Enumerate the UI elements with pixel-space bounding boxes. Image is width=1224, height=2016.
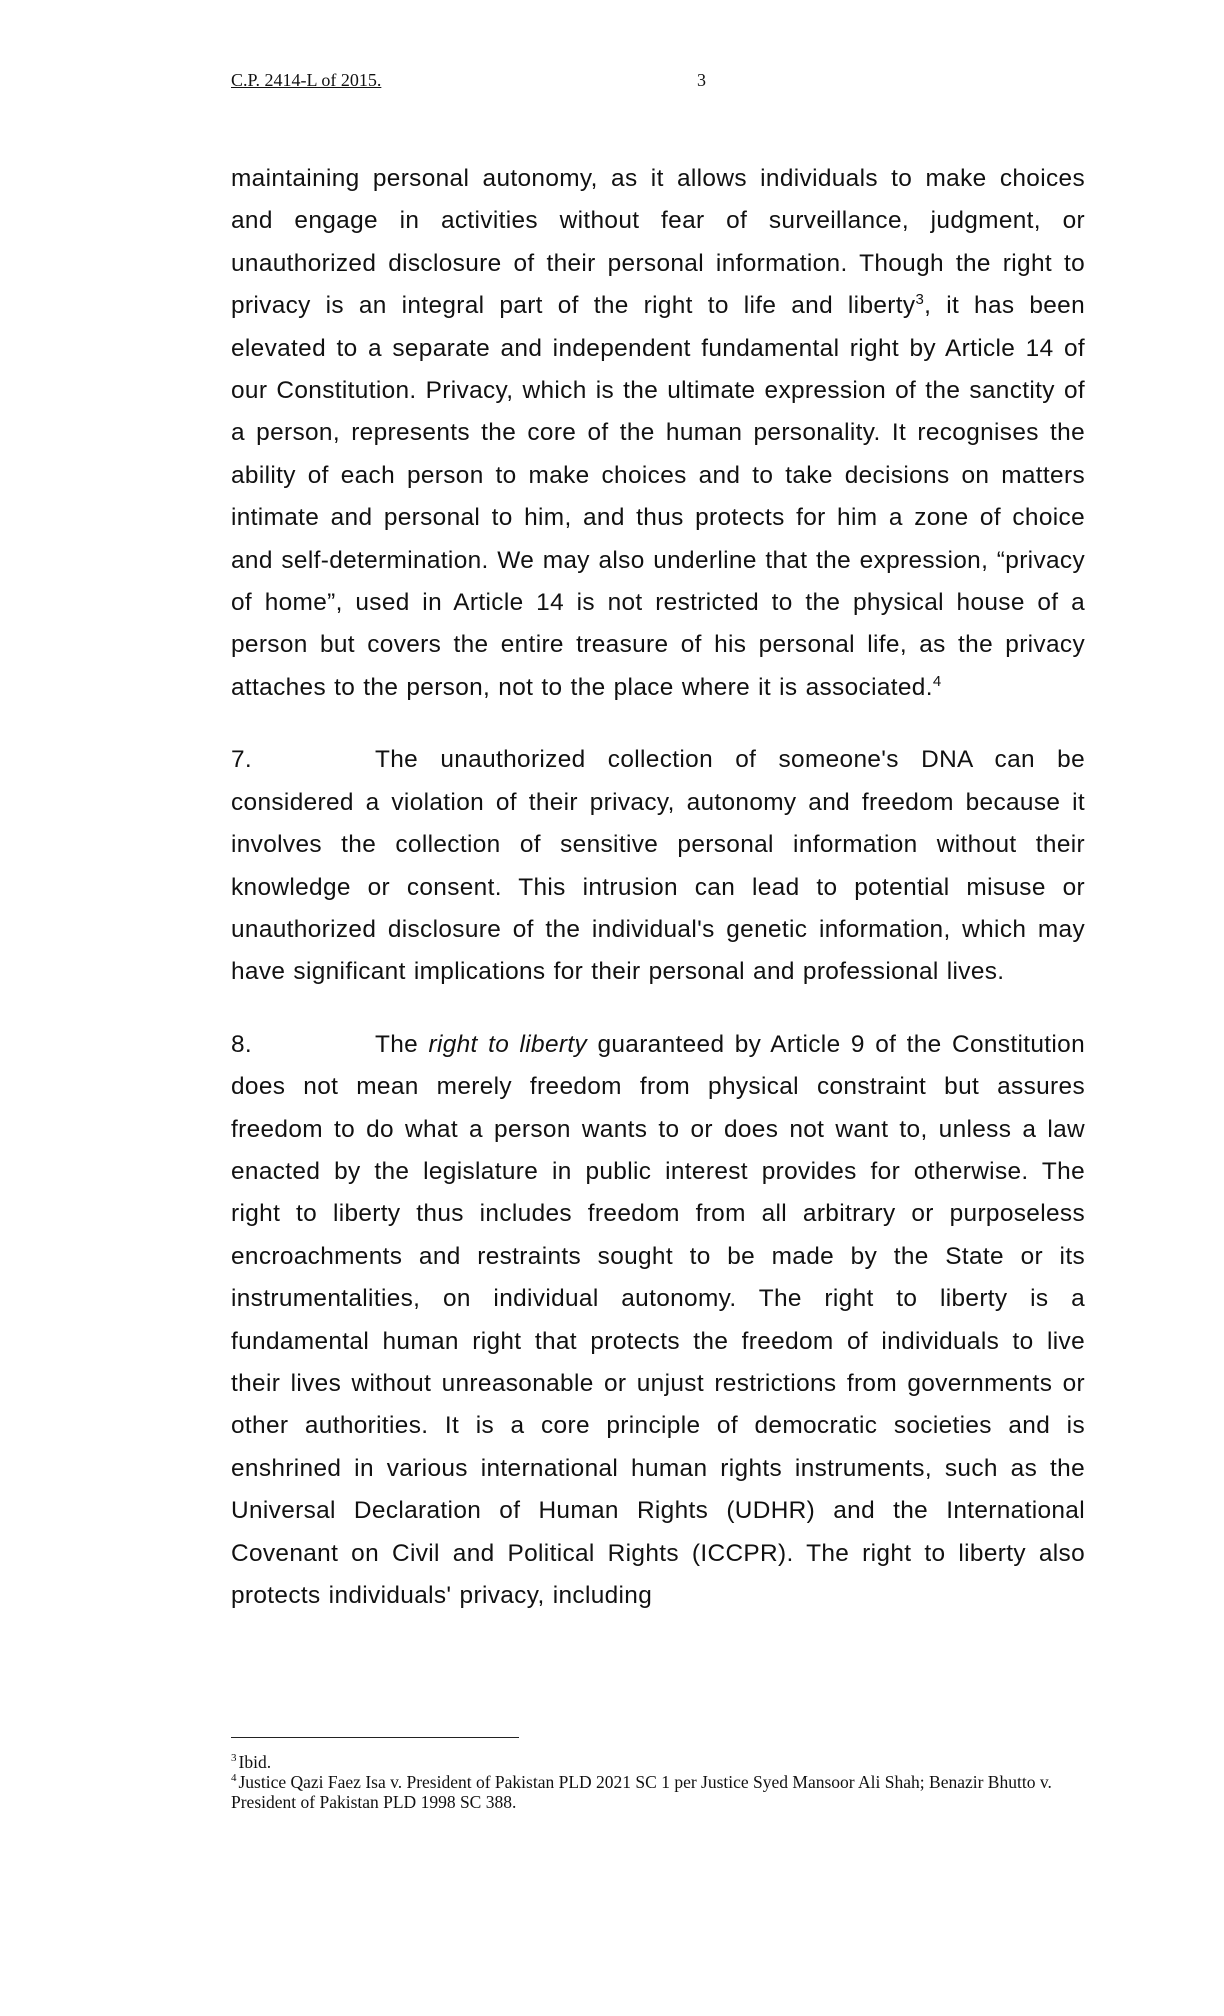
- paragraph-text: The unauthorized collection of someone's DNA can be considered a violation of their privacy, autonomy and freedom because it involves the collection of sensitive personal information without their knowledge or consent. This intrusion can lead to potential misuse or unauthorized disclosure of the individual's genetic information, which may have significant implications for their personal and professional lives.: [231, 746, 1085, 986]
- footnote-text: Ibid.: [238, 1752, 272, 1772]
- footnote: [231, 1772, 1085, 1812]
- footnote: [231, 1752, 1085, 1772]
- page-header: [231, 70, 731, 100]
- document-body: [231, 158, 1085, 1617]
- emphasized-phrase: right to liberty: [428, 1030, 588, 1058]
- footnotes: [231, 1737, 1085, 1812]
- paragraph-text: The: [375, 1030, 429, 1058]
- paragraph-7: [231, 739, 1085, 993]
- paragraph-text: maintaining personal autonomy, as it allows individuals to make choices and engage in activities without fear of surveillance, judgment, or unauthorized disclosure of their personal information. Though the right to privacy is an integral part of the right to life and liberty: [231, 165, 1085, 320]
- paragraph-number: 8.: [231, 1030, 253, 1058]
- paragraph-number: 7.: [231, 746, 253, 774]
- footnote-mark: 4: [231, 1772, 237, 1784]
- footnote-mark: 3: [231, 1752, 237, 1764]
- footnote-divider: [231, 1737, 519, 1738]
- paragraph-text: , it has been elevated to a separate and independent fundamental right by Article 14 of our Constitution. Privacy, which is the ultimate expression of the sanctity of a person, represents the core of the human personality. It recognises the ability of each person to make choices and to take decisions on matters intimate and personal to him, and thus protects for him a zone of choice and self-determination. We may also underline that the expression, “privacy of home”, used in Article 14 is not restricted to the physical house of a person but covers the entire treasure of his personal life, as the privacy attaches to the person, not to the place where it is associated.: [231, 292, 1086, 701]
- paragraph-continued: [231, 158, 1085, 709]
- footnote-reference: 4: [932, 672, 942, 690]
- paragraph-8: [231, 1024, 1085, 1618]
- footnote-text: Justice Qazi Faez Isa v. President of Pakistan PLD 2021 SC 1 per Justice Syed Mansoor Ali Shah; Benazir Bhutto v. President of Pakistan PLD 1998 SC 388.: [231, 1772, 1052, 1812]
- paragraph-text: guaranteed by Article 9 of the Constitution does not mean merely freedom from physical constraint but assures freedom to do what a person wants to or does not want to, unless a law enacted by the legislature in public interest provides for otherwise. The right to liberty thus includes freedom from all arbitrary or purposeless encroachments and restraints sought to be made by the State or its instrumentalities, on individual autonomy. The right to liberty is a fundamental human right that protects the freedom of individuals to live their lives without unreasonable or unjust restrictions from governments or other authorities. It is a core principle of democratic societies and is enshrined in various international human rights instruments, such as the Universal Declaration of Human Rights (UDHR) and the International Covenant on Civil and Political Rights (ICCPR). The right to liberty also protects individuals' privacy, including: [231, 1030, 1085, 1609]
- case-number: C.P. 2414-L of 2015.: [231, 70, 382, 90]
- page-number: 3: [697, 70, 706, 90]
- footnote-reference: 3: [915, 291, 925, 309]
